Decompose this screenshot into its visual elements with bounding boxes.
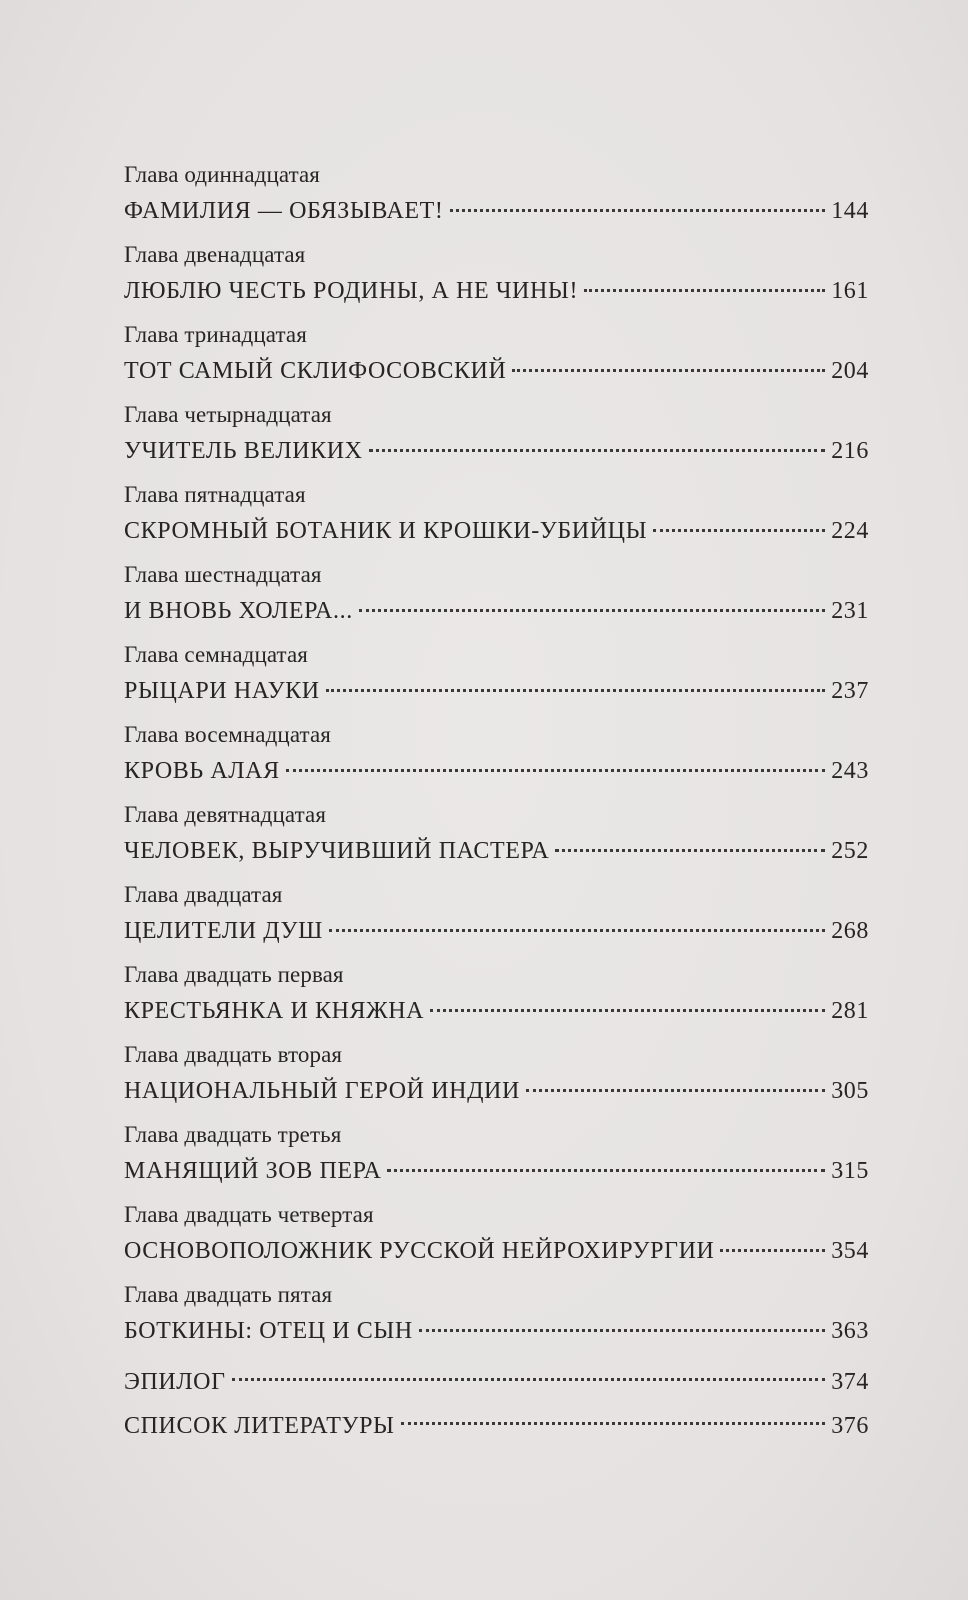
chapter-label: Глава тринадцатая [124, 322, 307, 347]
toc-entry [124, 190, 869, 240]
page-number: 252 [831, 838, 869, 864]
chapter-label: Глава двадцать вторая [124, 1042, 343, 1067]
toc-entry [124, 910, 869, 960]
toc-entry [124, 430, 869, 480]
page-number: 237 [831, 678, 869, 704]
chapter-label: Глава семнадцатая [124, 642, 308, 667]
dot-leader [401, 1422, 826, 1425]
toc-entry-epilogue [124, 1360, 869, 1404]
page-number: 204 [831, 358, 869, 384]
page-number: 268 [831, 918, 869, 944]
toc-chapter-20 [124, 880, 869, 960]
dot-leader [555, 849, 825, 852]
bibliography-title: СПИСОК ЛИТЕРАТУРЫ [124, 1413, 395, 1439]
chapter-label: Глава восемнадцатая [124, 722, 331, 747]
chapter-title: КРОВЬ АЛАЯ [124, 758, 280, 784]
chapter-label: Глава двадцать первая [124, 962, 344, 987]
toc-entry-bibliography [124, 1404, 869, 1448]
toc-chapter-15 [124, 480, 869, 560]
toc-chapter-14 [124, 400, 869, 480]
chapter-title: ЧЕЛОВЕК, ВЫРУЧИВШИЙ ПАСТЕРА [124, 838, 550, 864]
chapter-title: ЛЮБЛЮ ЧЕСТЬ РОДИНЫ, А НЕ ЧИНЫ! [124, 278, 579, 304]
epilogue-title: ЭПИЛОГ [124, 1369, 226, 1395]
page-number: 231 [831, 598, 869, 624]
chapter-title: ТОТ САМЫЙ СКЛИФОСОВСКИЙ [124, 358, 507, 384]
page-number: 144 [831, 198, 869, 224]
toc-entry [124, 670, 869, 720]
page-number: 281 [831, 998, 869, 1024]
chapter-label: Глава двадцатая [124, 882, 283, 907]
dot-leader [450, 209, 826, 212]
chapter-label: Глава шестнадцатая [124, 562, 322, 587]
chapter-title: ЦЕЛИТЕЛИ ДУШ [124, 918, 323, 944]
toc-chapter-18 [124, 720, 869, 800]
dot-leader [419, 1329, 825, 1332]
dot-leader [430, 1009, 825, 1012]
page-number: 376 [831, 1413, 869, 1439]
toc-chapter-22 [124, 1040, 869, 1120]
toc-chapter-17 [124, 640, 869, 720]
dot-leader [359, 609, 825, 612]
toc-entry [124, 270, 869, 320]
chapter-label: Глава двенадцатая [124, 242, 306, 267]
toc-entry [124, 830, 869, 880]
chapter-title: СКРОМНЫЙ БОТАНИК И КРОШКИ-УБИЙЦЫ [124, 518, 648, 544]
toc-chapter-24 [124, 1200, 869, 1280]
chapter-title: РЫЦАРИ НАУКИ [124, 678, 320, 704]
chapter-label: Глава девятнадцатая [124, 802, 327, 827]
toc-chapter-21 [124, 960, 869, 1040]
dot-leader [232, 1378, 826, 1381]
page-number: 354 [831, 1238, 869, 1264]
chapter-title: ФАМИЛИЯ — ОБЯЗЫВАЕТ! [124, 198, 444, 224]
page-number: 243 [831, 758, 869, 784]
chapter-label: Глава двадцать четвертая [124, 1202, 374, 1227]
chapter-title: ОСНОВОПОЛОЖНИК РУССКОЙ НЕЙРОХИРУРГИИ [124, 1238, 715, 1264]
toc-entry [124, 750, 869, 800]
chapter-label: Глава пятнадцатая [124, 482, 306, 507]
toc-chapter-25 [124, 1280, 869, 1360]
chapter-title: КРЕСТЬЯНКА И КНЯЖНА [124, 998, 425, 1024]
toc-entry [124, 990, 869, 1040]
table-of-contents [124, 160, 869, 1448]
page-number: 216 [831, 438, 869, 464]
chapter-label: Глава двадцать пятая [124, 1282, 333, 1307]
chapter-title: И ВНОВЬ ХОЛЕРА... [124, 598, 353, 624]
dot-leader [329, 929, 825, 932]
dot-leader [387, 1169, 825, 1172]
toc-chapter-12 [124, 240, 869, 320]
chapter-label: Глава четырнадцатая [124, 402, 332, 427]
toc-chapter-11 [124, 160, 869, 240]
chapter-title: УЧИТЕЛЬ ВЕЛИКИХ [124, 438, 363, 464]
toc-chapter-16 [124, 560, 869, 640]
page-number: 315 [831, 1158, 869, 1184]
toc-chapter-19 [124, 800, 869, 880]
toc-entry [124, 1070, 869, 1120]
page-number: 363 [831, 1318, 869, 1344]
toc-entry [124, 1230, 869, 1280]
page-number: 374 [831, 1369, 869, 1395]
toc-entry [124, 1150, 869, 1200]
toc-chapter-13 [124, 320, 869, 400]
dot-leader [720, 1249, 825, 1252]
dot-leader [286, 769, 825, 772]
dot-leader [369, 449, 826, 452]
toc-entry [124, 350, 869, 400]
chapter-title: МАНЯЩИЙ ЗОВ ПЕРА [124, 1158, 382, 1184]
dot-leader [653, 529, 825, 532]
toc-chapter-23 [124, 1120, 869, 1200]
dot-leader [326, 689, 825, 692]
chapter-label: Глава двадцать третья [124, 1122, 342, 1147]
page-number: 305 [831, 1078, 869, 1104]
dot-leader [584, 289, 825, 292]
chapter-title: НАЦИОНАЛЬНЫЙ ГЕРОЙ ИНДИИ [124, 1078, 520, 1104]
dot-leader [526, 1089, 825, 1092]
toc-entry [124, 1310, 869, 1360]
chapter-title: БОТКИНЫ: ОТЕЦ И СЫН [124, 1318, 413, 1344]
toc-entry [124, 510, 869, 560]
chapter-label: Глава одиннадцатая [124, 162, 320, 187]
page-number: 161 [831, 278, 869, 304]
toc-entry [124, 590, 869, 640]
page-number: 224 [831, 518, 869, 544]
dot-leader [512, 369, 825, 372]
